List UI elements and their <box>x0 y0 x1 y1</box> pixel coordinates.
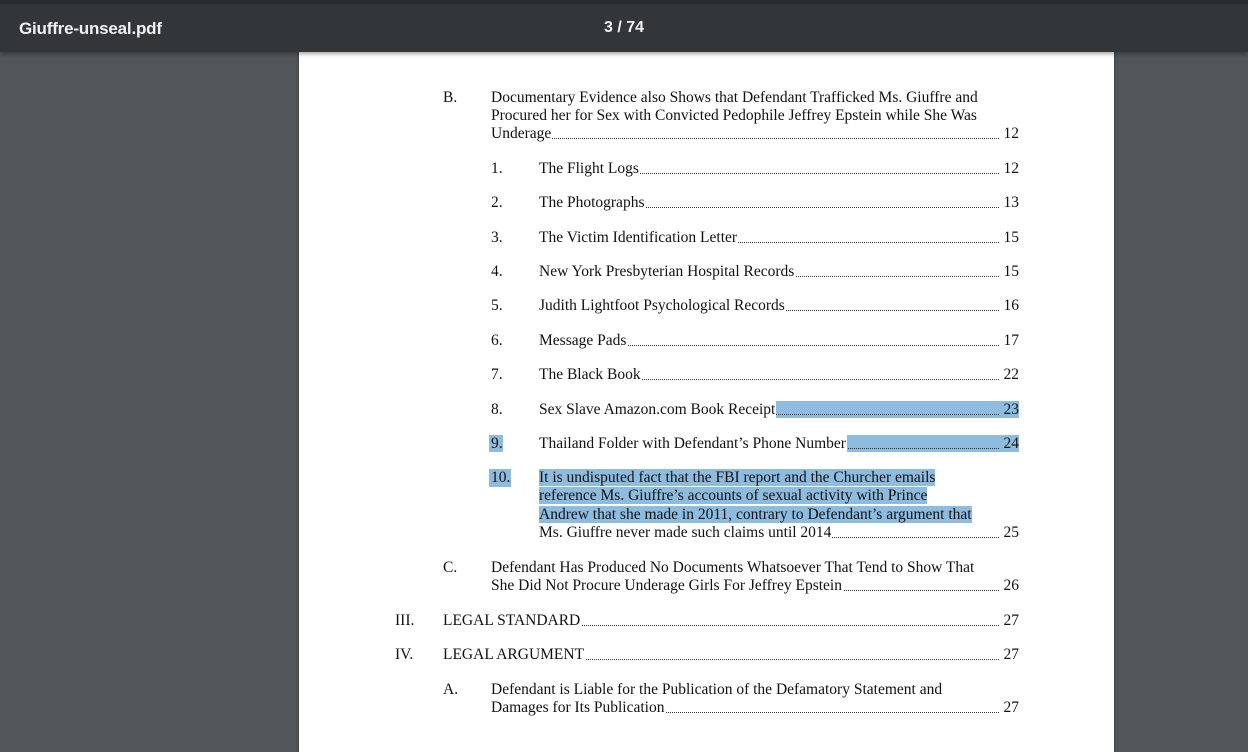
toc-c-line2: She Did Not Procure Underage Girls For Jeffrey Epstein <box>491 577 842 594</box>
toc-item-number: 6. <box>491 332 503 349</box>
toc-item-leader <box>539 401 999 419</box>
toc-iv-page: 27 <box>1003 646 1019 663</box>
toc-item-page: 17 <box>1003 332 1019 349</box>
toc-iv-leader <box>443 646 999 664</box>
toc-item-leader <box>539 263 999 281</box>
toc-item-number: 3. <box>491 229 503 246</box>
toc-iii-label: LEGAL STANDARD <box>443 612 581 629</box>
toc-iii-number: III. <box>395 612 415 629</box>
document-title: Giuffre-unseal.pdf <box>19 19 162 38</box>
toc-iii-leader <box>443 612 999 630</box>
toc-item-label: Message Pads <box>539 332 627 349</box>
toc-item-label: The Black Book <box>539 366 641 383</box>
page-counter: 3 / 74 <box>603 19 645 36</box>
toc-item-page: 23 <box>1003 401 1019 418</box>
toc-item-page: 16 <box>1003 297 1019 314</box>
pdf-page[interactable] <box>299 52 1114 752</box>
toc-item-label: New York Presbyterian Hospital Records <box>539 263 795 280</box>
toc-item-label: Sex Slave Amazon.com Book Receipt <box>539 401 776 418</box>
toc-item-label: Judith Lightfoot Psychological Records <box>539 297 785 314</box>
toc-b-number: B. <box>443 89 458 106</box>
toc-item-number: 8. <box>491 401 503 418</box>
toc-a-page: 27 <box>1003 699 1019 716</box>
toc-item-leader <box>539 229 999 247</box>
toc-item-number: 5. <box>491 297 503 314</box>
toc-a-line2: Damages for Its Publication <box>491 699 665 716</box>
toc-item10-line3: Andrew that she made in 2011, contrary to Defendant’s argument that <box>539 506 972 523</box>
toc-item-page: 22 <box>1003 366 1019 383</box>
toc-b-leader <box>491 125 999 143</box>
toc-item-label: The Photographs <box>539 194 645 211</box>
toc-item-number: 1. <box>491 160 503 177</box>
toc-item-page: 13 <box>1003 194 1019 211</box>
toc-b-line1: Documentary Evidence also Shows that Defendant Trafficked Ms. Giuffre and <box>491 89 978 106</box>
pdf-viewer-toolbar <box>0 4 1248 52</box>
toc-item-number: 7. <box>491 366 503 383</box>
toc-item-label: Thailand Folder with Defendant’s Phone Number <box>539 435 846 452</box>
toc-b-page: 12 <box>1003 125 1019 142</box>
toc-item-page: 15 <box>1003 229 1019 246</box>
toc-c-number: C. <box>443 559 458 576</box>
toc-item-number: 4. <box>491 263 503 280</box>
toc-iii-page: 27 <box>1003 612 1019 629</box>
toc-c-line1: Defendant Has Produced No Documents Whatsoever That Tend to Show That <box>491 559 975 576</box>
toc-c-page: 26 <box>1003 577 1019 594</box>
toc-iv-number: IV. <box>395 646 414 663</box>
toc-item-leader <box>539 160 999 178</box>
toc-item-page: 24 <box>1003 435 1019 452</box>
toc-c-leader <box>491 577 999 595</box>
toc-item-number: 2. <box>491 194 503 211</box>
toc-a-number: A. <box>443 681 459 698</box>
toc-item-page: 12 <box>1003 160 1019 177</box>
toc-item-leader <box>539 332 999 350</box>
toc-b-line3: Underage <box>491 125 552 142</box>
toc-a-line1: Defendant is Liable for the Publication of the Defamatory Statement and <box>491 681 943 698</box>
toc-item-label: The Victim Identification Letter <box>539 229 738 246</box>
toc-item-number: 9. <box>491 435 503 452</box>
toc-item10-line2: reference Ms. Giuffre’s accounts of sexual activity with Prince <box>539 487 928 504</box>
toc-item-leader <box>539 366 999 384</box>
toc-item-page: 15 <box>1003 263 1019 280</box>
toc-item-leader <box>539 194 999 212</box>
toc-item10-line1: It is undisputed fact that the FBI report and the Churcher emails <box>539 469 936 486</box>
toc-item-leader <box>539 435 999 453</box>
toc-a-leader <box>491 699 999 717</box>
toc-b-line2: Procured her for Sex with Convicted Pedophile Jeffrey Epstein while She Was <box>491 107 977 124</box>
toc-item10-leader <box>539 524 999 542</box>
toc-item-leader <box>539 297 999 315</box>
toc-item10-number: 10. <box>491 469 511 486</box>
toc-item10-page: 25 <box>1003 524 1019 541</box>
toc-item10-line4: Ms. Giuffre never made such claims until 2014 <box>539 524 832 541</box>
toc-item-label: The Flight Logs <box>539 160 639 177</box>
toc-iv-label: LEGAL ARGUMENT <box>443 646 585 663</box>
